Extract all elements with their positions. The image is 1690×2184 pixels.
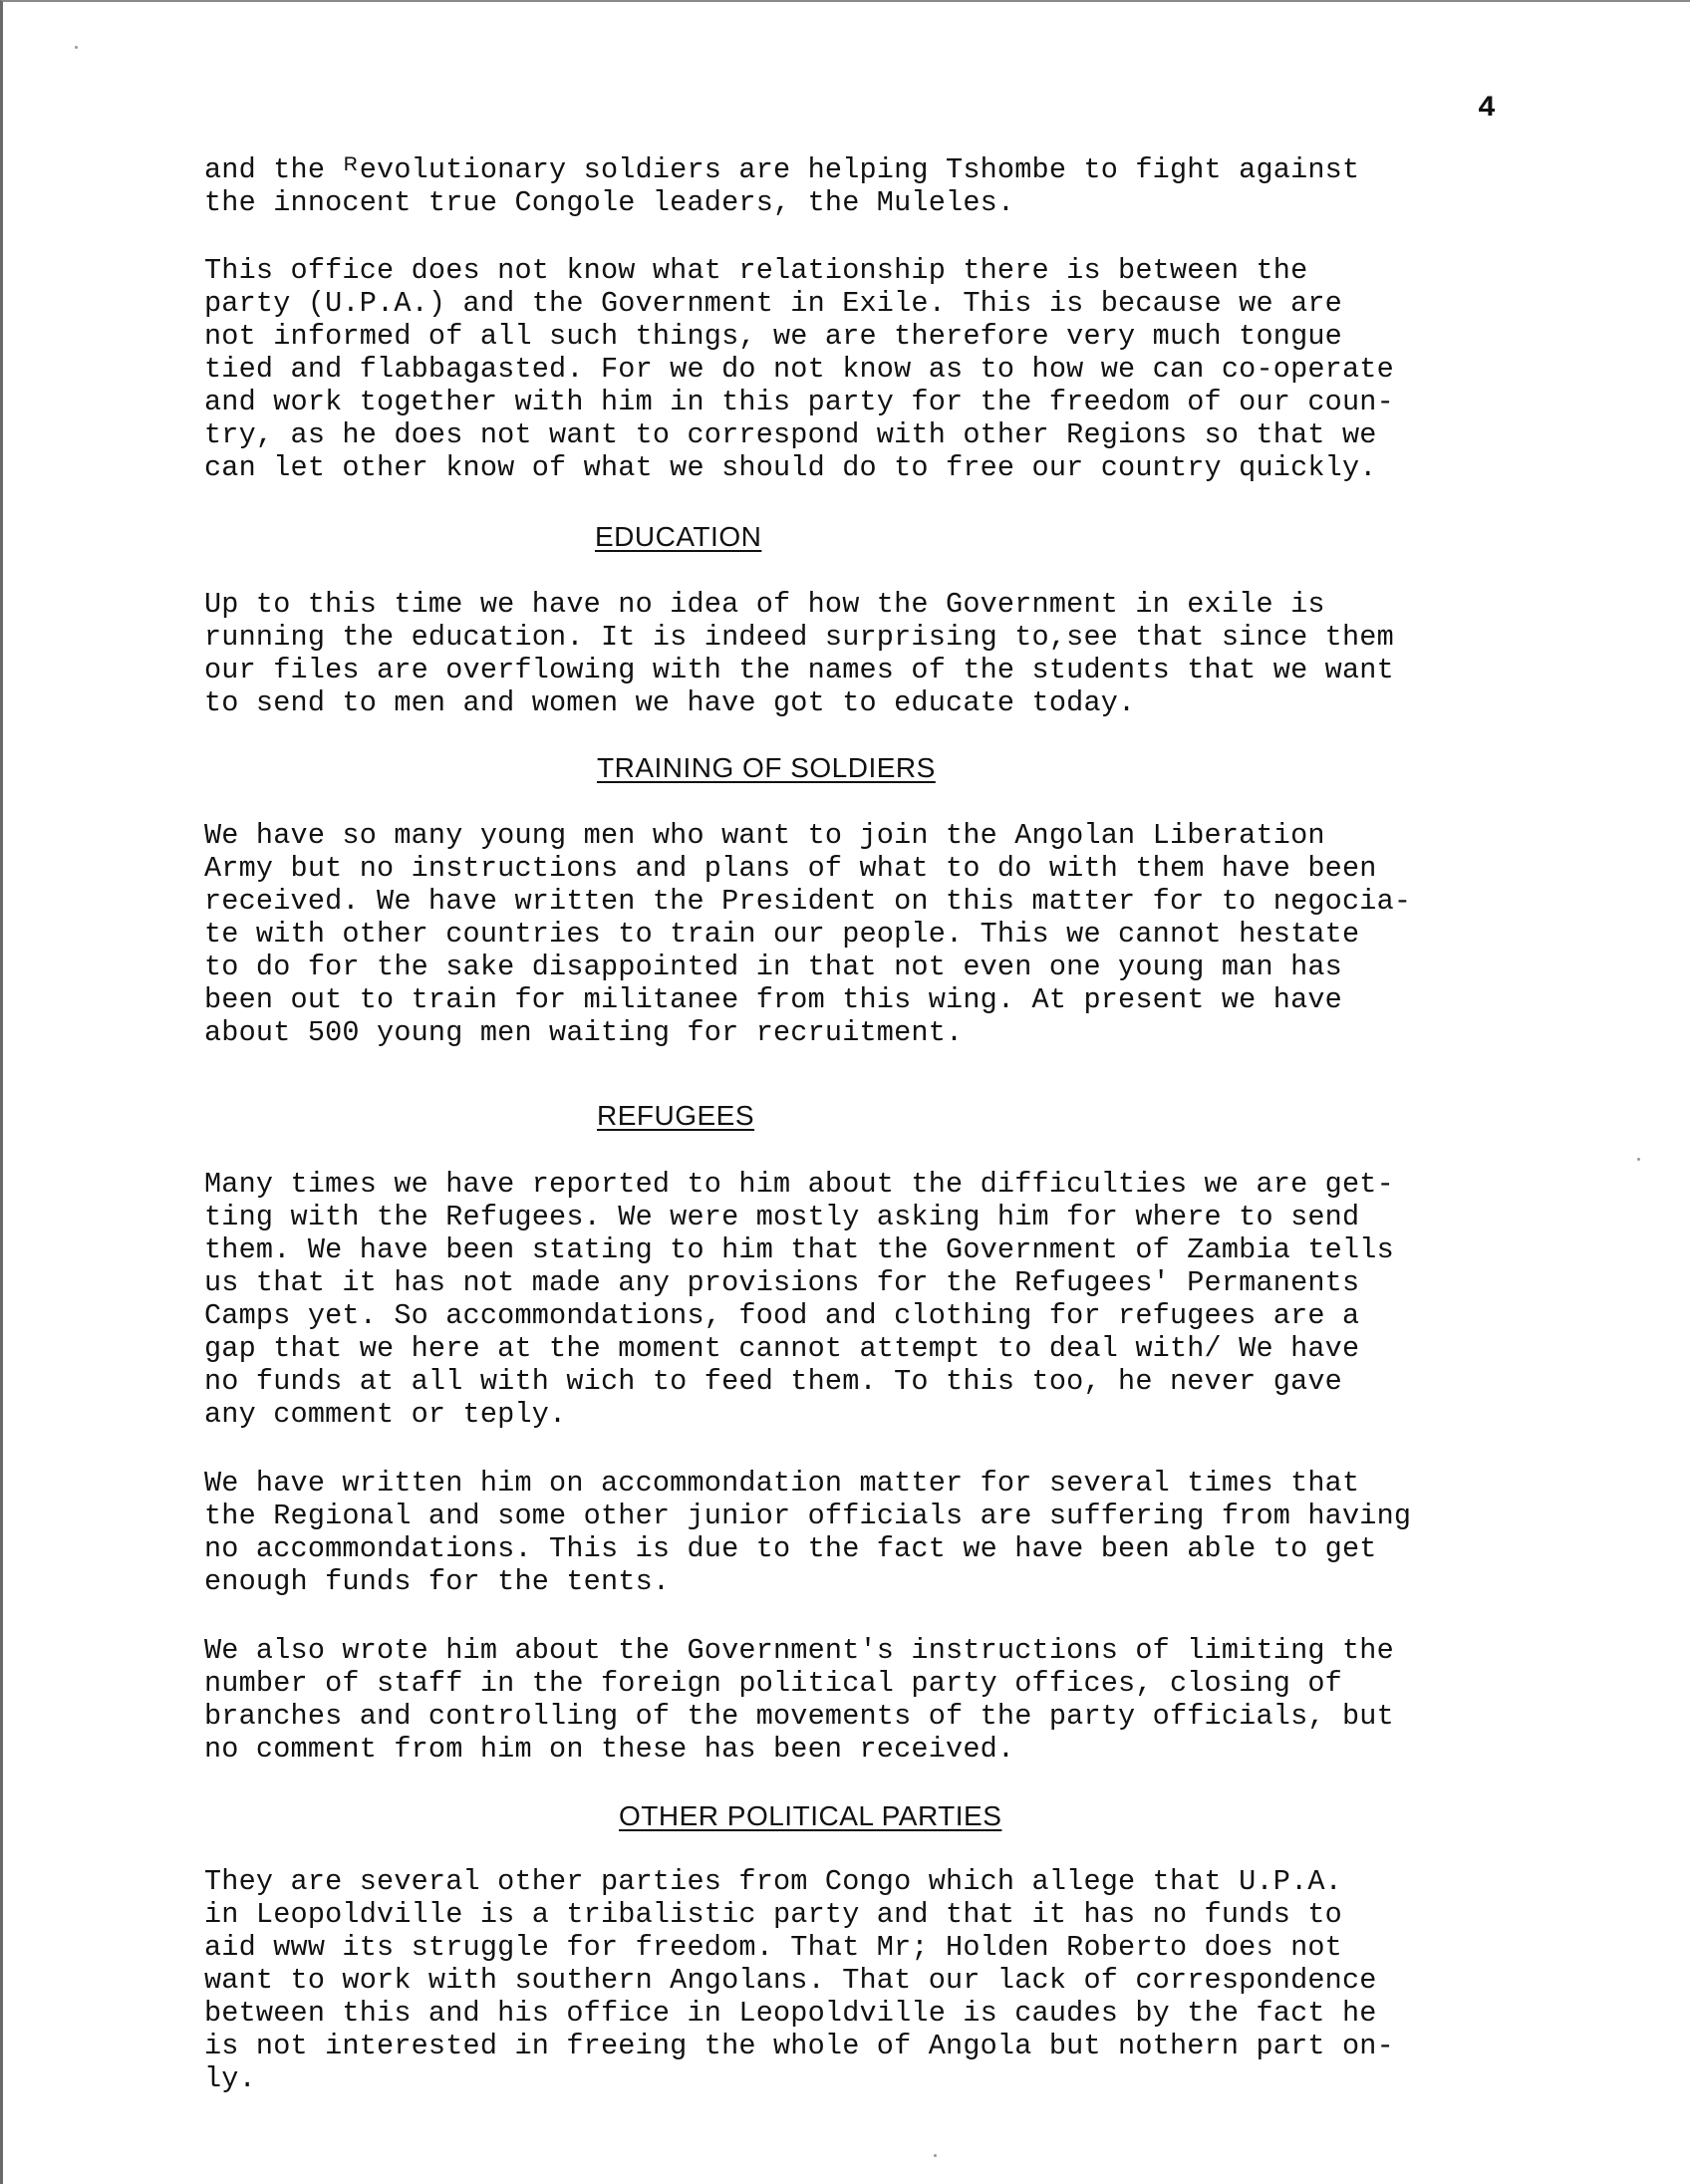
paragraph-training: We have so many young men who want to join the Angolan Liberation Army but no instructions and plans of what to do with them have been received. We have written the President on this matter for to negocia- te with other countries to train our people. This we cannot hestate to do for the sake disappointed in that not even one young man has been out to train for militanee from this wing. At present we have about 500 young men waiting for recruitment. [204,819,1412,1049]
paragraph-accommodation: We have written him on accommondation matter for several times that the Regional and some other junior officials are suffering from having no accommondations. This is due to the fact we have been able to get enough funds for the tents. [204,1467,1412,1598]
heading-other-political-parties: OTHER POLITICAL PARTIES [619,1800,1002,1831]
scan-speck [1637,1158,1640,1161]
heading-training-of-soldiers: TRAINING OF SOLDIERS [597,752,936,783]
paragraph-education: Up to this time we have no idea of how the Government in exile is running the education. It is indeed surprising to,see that since them our files are overflowing with the names of the students that we want to send to men and women we have got to educate today. [204,588,1394,719]
scan-speck [934,2154,937,2157]
heading-education: EDUCATION [595,521,762,552]
heading-refugees: REFUGEES [597,1100,755,1131]
paragraph-relationship: This office does not know what relationship there is between the party (U.P.A.) and the Government in Exile. This is because we are not informed of all such things, we are therefore very much tongue tied and flabbagasted. For we do not know as to how we can co-operate and work together with him in this party for the freedom of our coun- try, as he does not want to correspond with other Regions so that we can let other know of what we should do to free our country quickly. [204,254,1394,484]
paragraph-revolutionary-soldiers: and the ᴿevolutionary soldiers are helping Tshombe to fight against the innocent true Congole leaders, the Muleles. [204,153,1360,219]
paragraph-other-parties: They are several other parties from Congo which allege that U.P.A. in Leopoldville is a tribalistic party and that it has no funds to aid www its struggle for freedom. That Mr; Holden Roberto does not want to work with southern Angolans. That our lack of correspondence between this and his office in Leopoldville is caudes by the fact he is not interested in freeing the whole of Angola but nothern part on- ly. [204,1865,1394,2095]
page-number: 4 [1478,92,1497,126]
paragraph-refugees: Many times we have reported to him about the difficulties we are get- ting with the Refugees. We were mostly asking him for where to send them. We have been stating to him that the Government of Zambia tells us that it has not made any provisions for the Refugees' Permanents Camps yet. So accommondations, food and clothing for refugees are a gap that we here at the moment cannot attempt to deal with/ We have no funds at all with wich to feed them. To this too, he never gave any comment or teply. [204,1168,1394,1431]
paragraph-staff-instructions: We also wrote him about the Government's instructions of limiting the number of staff in the foreign political party offices, closing of branches and controlling of the movements of the party officials, but no comment from him on these has been received. [204,1634,1394,1766]
scan-speck [75,46,78,49]
